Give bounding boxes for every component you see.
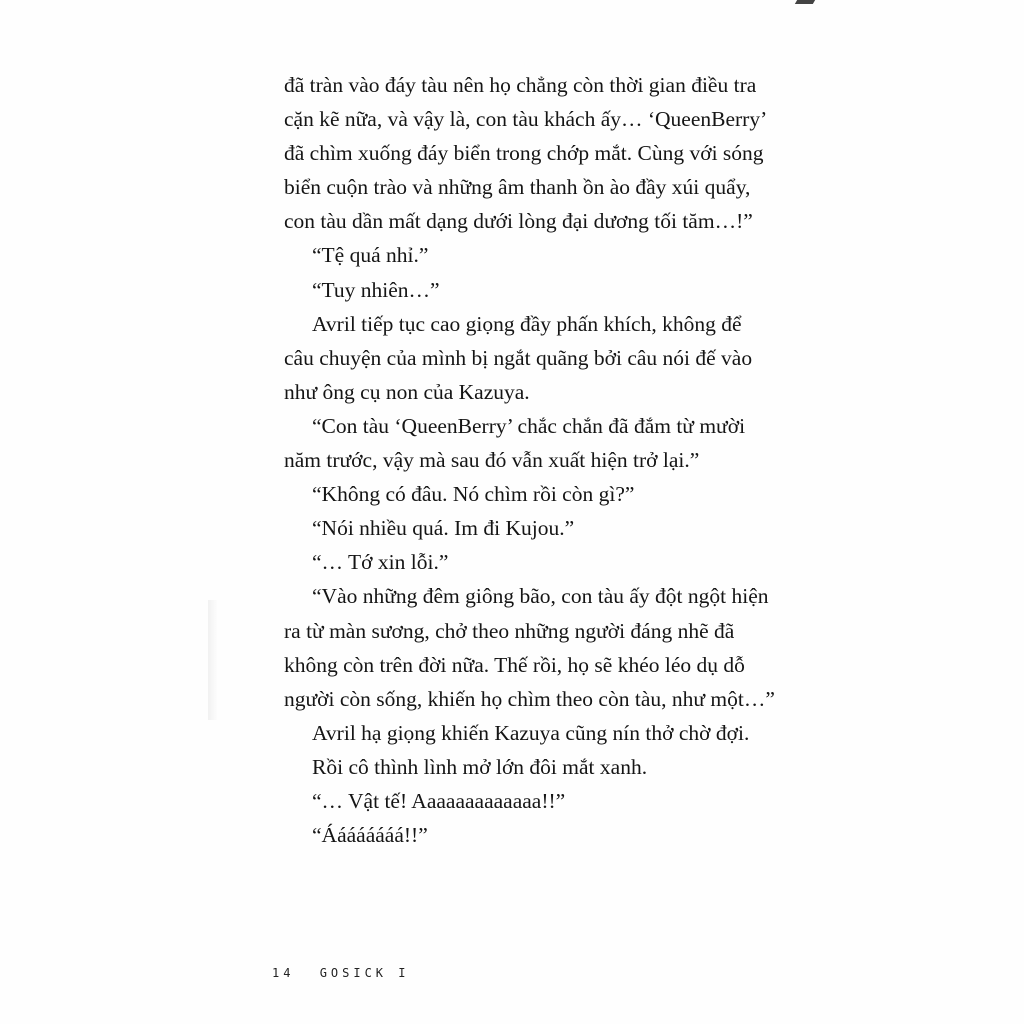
text-line: năm trước, vậy mà sau đó vẫn xuất hiện trở lại.” [284,448,700,473]
text-line: Avril tiếp tục cao giọng đầy phấn khích, không để [312,311,742,336]
text-line: đã tràn vào đáy tàu nên họ chẳng còn thời gian điều tra [284,73,757,97]
text-line: Avril hạ giọng khiến Kazuya cũng nín thở chờ đợi. [312,720,750,745]
text-line: “Tệ quá nhỉ.” [312,243,429,268]
text-line: biển cuộn trào và những âm thanh ồn ào đầy xúi quẩy, [284,175,751,200]
text-line: đã chìm xuống đáy biển trong chớp mắt. Cùng với sóng [284,141,764,166]
running-title: GOSICK I [319,966,410,980]
page-number: 14 [272,966,295,980]
text-line: không còn trên đời nữa. Thế rồi, họ sẽ khéo léo dụ dỗ [284,652,745,677]
text-line: ra từ màn sương, chở theo những người đáng nhẽ đã [284,618,735,643]
text-line: cặn kẽ nữa, và vậy là, con tàu khách ấy… ‘QueenBerry’ [284,107,768,132]
text-line: như ông cụ non của Kazuya. [284,379,530,404]
text-line: Rồi cô thình lình mở lớn đôi mắt xanh. [312,754,648,779]
text-line: con tàu dần mất dạng dưới lòng đại dương tối tăm…!” [284,209,753,234]
text-line: câu chuyện của mình bị ngắt quãng bởi câu nói đế vào [284,345,753,370]
text-line: người còn sống, khiến họ chìm theo còn tàu, như một…” [284,686,775,711]
page-corner-mark [795,0,815,4]
text-line: “Không có đâu. Nó chìm rồi còn gì?” [312,482,635,507]
text-line: “Vào những đêm giông bão, con tàu ấy đột ngột hiện [312,584,769,609]
text-line: “Tuy nhiên…” [312,277,440,302]
text-line: “Con tàu ‘QueenBerry’ chắc chắn đã đắm từ mười [312,413,746,438]
text-line: “… Tớ xin lỗi.” [312,550,449,575]
text-line: “Nói nhiều quá. Im đi Kujou.” [312,516,575,541]
body-text [284,68,780,852]
page-edge-shadow [208,600,218,720]
page-footer [272,966,423,980]
text-line: “… Vật tế! Aaaaaaaaaaaaa!!” [312,788,566,813]
text-line: “Áááááááá!!” [312,823,428,848]
